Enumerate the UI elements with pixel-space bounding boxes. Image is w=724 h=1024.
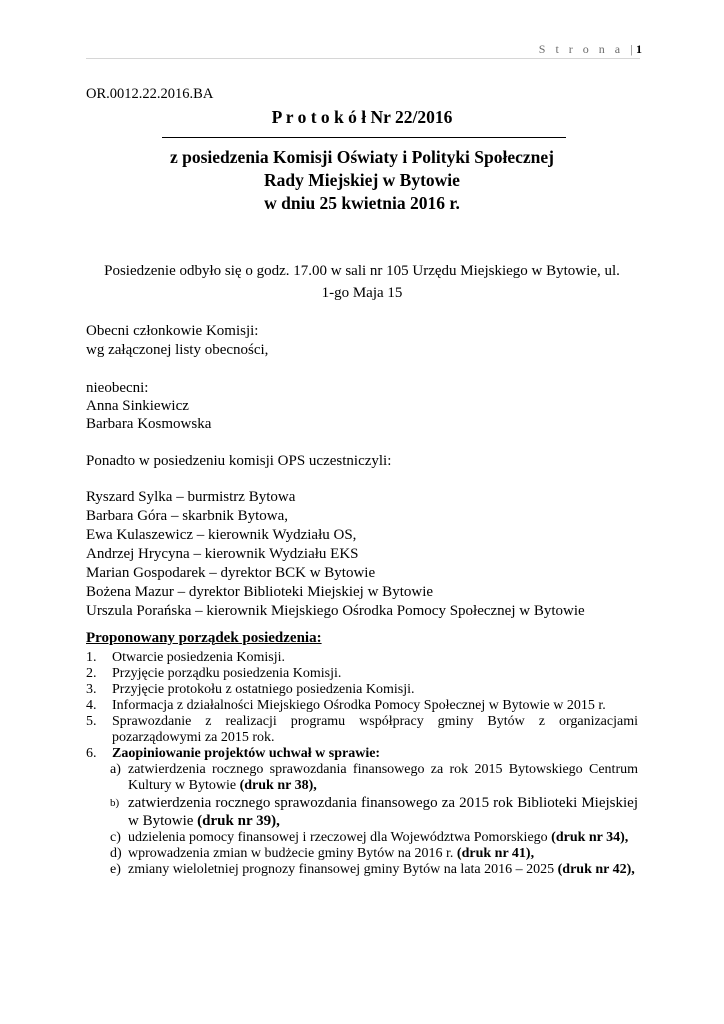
meeting-info-line-1: Posiedzenie odbyło się o godz. 17.00 w sali nr 105 Urzędu Miejskiego w Bytowie, ul.	[104, 263, 620, 279]
agenda-item-text: Przyjęcie protokołu z ostatniego posiedzenia Komisji.	[112, 682, 415, 697]
guests-intro: Ponadto w posiedzeniu komisji OPS uczestniczyli:	[86, 453, 392, 469]
page-header	[539, 42, 642, 57]
agenda-item	[86, 650, 638, 666]
subitem-text: wprowadzenia zmian w budżecie gminy Bytów na 2016 r.	[128, 846, 457, 861]
subitem-text: udzielenia pomocy finansowej i rzeczowej dla Województwa Pomorskiego	[128, 830, 552, 845]
subitem-text: zmiany wieloletniej prognozy finansowej gminy Bytów na lata 2016 – 2025	[128, 862, 558, 877]
guest-item: Andrzej Hrycyna – kierownik Wydziału EKS	[86, 546, 359, 562]
subitem-letter: b)	[110, 797, 120, 809]
guest-item: Marian Gospodarek – dyrektor BCK w Bytowie	[86, 565, 376, 581]
agenda-item-number: 3.	[86, 682, 97, 697]
absent-member: Barbara Kosmowska	[86, 416, 212, 432]
agenda-item-number: 5.	[86, 714, 97, 729]
header-divider	[86, 58, 640, 59]
subitem-letter: e)	[110, 862, 121, 877]
agenda-item-number: 2.	[86, 666, 97, 681]
subitem-print-number: (druk nr 34),	[551, 830, 629, 845]
agenda-subitem	[86, 794, 638, 830]
subtitle-line-1: z posiedzenia Komisji Oświaty i Polityki Społecznej	[169, 147, 554, 167]
agenda-subitem	[86, 830, 638, 846]
agenda-subitem	[86, 762, 638, 794]
subitem-print-number: (druk nr 41),	[456, 846, 535, 861]
subitem-text: zatwierdzenia rocznego sprawozdania finansowego za 2015 rok Biblioteki Miejskiej w Bytowie	[128, 795, 638, 829]
agenda-item	[86, 682, 638, 698]
agenda-item-text: Zaopiniowanie projektów uchwał w sprawie:	[112, 746, 381, 761]
guest-item: Urszula Porańska – kierownik Miejskiego Ośrodka Pomocy Społecznej w Bytowie	[86, 603, 585, 619]
subitem-print-number: (druk nr 42),	[557, 862, 635, 877]
meeting-info-line-2: 1-go Maja 15	[321, 285, 403, 301]
subtitle-line-2: Rady Miejskiej w Bytowie	[264, 170, 460, 190]
agenda-item-number: 6.	[86, 746, 97, 761]
guest-item: Ewa Kulaszewicz – kierownik Wydziału OS,	[86, 527, 357, 543]
subitem-letter: d)	[110, 846, 122, 861]
agenda-item	[86, 666, 638, 682]
present-label: Obecni członkowie Komisji:	[86, 323, 259, 339]
agenda-item-text: Informacja z działalności Miejskiego Ośrodka Pomocy Społecznej w Bytowie w 2015 r.	[112, 698, 606, 713]
agenda-item	[86, 698, 638, 714]
agenda-title: Proponowany porządek posiedzenia:	[86, 630, 322, 646]
agenda-item-text: Otwarcie posiedzenia Komisji.	[112, 650, 286, 665]
subtitle-line-3: w dniu 25 kwietnia 2016 r.	[264, 193, 460, 213]
subitem-print-number: (druk nr 39),	[197, 813, 280, 829]
agenda-item-text: Przyjęcie porządku posiedzenia Komisji.	[112, 666, 342, 681]
guest-item: Bożena Mazur – dyrektor Biblioteki Miejskiej w Bytowie	[86, 584, 434, 600]
document-title: P r o t o k ó ł Nr 22/2016	[271, 107, 453, 127]
subitem-letter: a)	[110, 762, 121, 777]
guest-item: Barbara Góra – skarbnik Bytowa,	[86, 508, 289, 524]
subitem-print-number: (druk nr 38),	[239, 778, 317, 793]
absent-member: Anna Sinkiewicz	[86, 398, 189, 414]
agenda-subitem	[86, 862, 638, 878]
agenda-subitem	[86, 846, 638, 862]
agenda-item-number: 4.	[86, 698, 97, 713]
title-underline	[162, 137, 566, 138]
agenda-item	[86, 714, 638, 746]
page-number: 1	[636, 42, 642, 56]
subitem-letter: c)	[110, 830, 121, 845]
document-reference: OR.0012.22.2016.BA	[86, 86, 214, 102]
agenda-item-text: Sprawozdanie z realizacji programu współpracy gminy Bytów z organizacjami pozarządowymi za 2015 rok.	[112, 714, 638, 745]
guest-item: Ryszard Sylka – burmistrz Bytowa	[86, 489, 296, 505]
agenda-item	[86, 746, 638, 762]
page-label: S t r o n a |	[538, 42, 636, 56]
agenda-item-number: 1.	[86, 650, 97, 665]
agenda-list	[86, 650, 638, 878]
subitem-text: zatwierdzenia rocznego sprawozdania finansowego za rok 2015 Bytowskiego Centrum Kultury w Bytowie	[128, 762, 638, 793]
present-note: wg załączonej listy obecności,	[86, 342, 269, 358]
absent-label: nieobecni:	[86, 380, 149, 396]
